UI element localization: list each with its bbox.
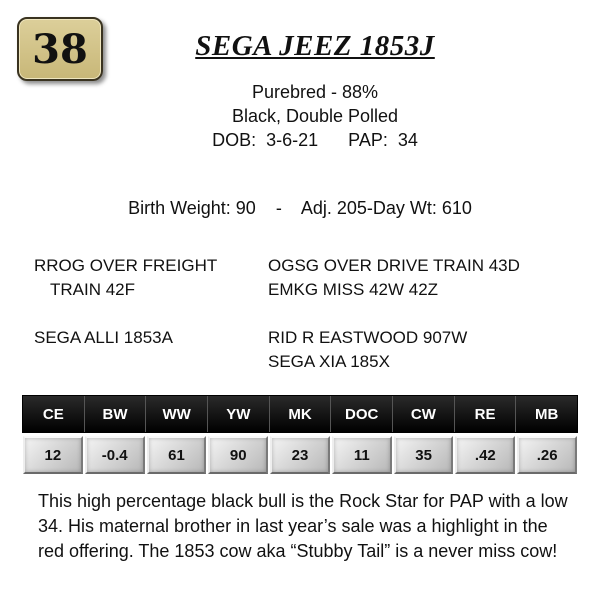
epd-value-mb: .26: [517, 436, 577, 474]
epd-table: [22, 395, 578, 475]
animal-name-title: SEGA JEEZ 1853J: [195, 30, 435, 62]
epd-value-bw: -0.4: [85, 436, 145, 474]
epd-header-row: [22, 395, 578, 433]
pedigree-sire-sire: OGSG OVER DRIVE TRAIN 43D: [268, 256, 520, 275]
pedigree-sire-continued: TRAIN 42F: [50, 280, 136, 299]
animal-info: [150, 80, 480, 152]
animal-description: This high percentage black bull is the Rock Star for PAP with a low 34. His maternal brother in last year’s sale was a highlight in the red offering. The 1853 cow aka “Stubby Tail” is a never miss cow!: [38, 491, 568, 561]
epd-value-yw: 90: [208, 436, 268, 474]
epd-header-cw: CW: [393, 396, 455, 432]
pedigree-sire-dam: EMKG MISS 42W 42Z: [268, 280, 439, 299]
epd-value-re: .42: [455, 436, 515, 474]
lot-number-badge: 38: [17, 17, 103, 81]
epd-header-yw: YW: [208, 396, 270, 432]
epd-header-mb: MB: [516, 396, 577, 432]
pedigree-sire: RROG OVER FREIGHT: [34, 256, 218, 275]
epd-header-doc: DOC: [331, 396, 393, 432]
epd-header-ce: CE: [23, 396, 85, 432]
pedigree-dam: SEGA ALLI 1853A: [34, 328, 173, 347]
epd-value-mk: 23: [270, 436, 330, 474]
epd-header-ww: WW: [146, 396, 208, 432]
epd-value-cw: 35: [394, 436, 454, 474]
epd-value-ce: 12: [23, 436, 83, 474]
epd-header-mk: MK: [270, 396, 332, 432]
breed-line: Purebred - 88%: [251, 82, 379, 102]
pedigree-dam-dam: SEGA XIA 185X: [268, 352, 390, 371]
pedigree-dam-sire: RID R EASTWOOD 907W: [268, 328, 468, 347]
epd-value-row: [22, 436, 578, 474]
epd-value-ww: 61: [147, 436, 207, 474]
color-line: Black, Double Polled: [231, 106, 399, 126]
epd-header-re: RE: [455, 396, 517, 432]
weights-line: Birth Weight: 90 - Adj. 205-Day Wt: 610: [128, 198, 472, 218]
dob-pap-line: DOB: 3-6-21 PAP: 34: [212, 130, 418, 150]
epd-header-bw: BW: [85, 396, 147, 432]
epd-value-doc: 11: [332, 436, 392, 474]
